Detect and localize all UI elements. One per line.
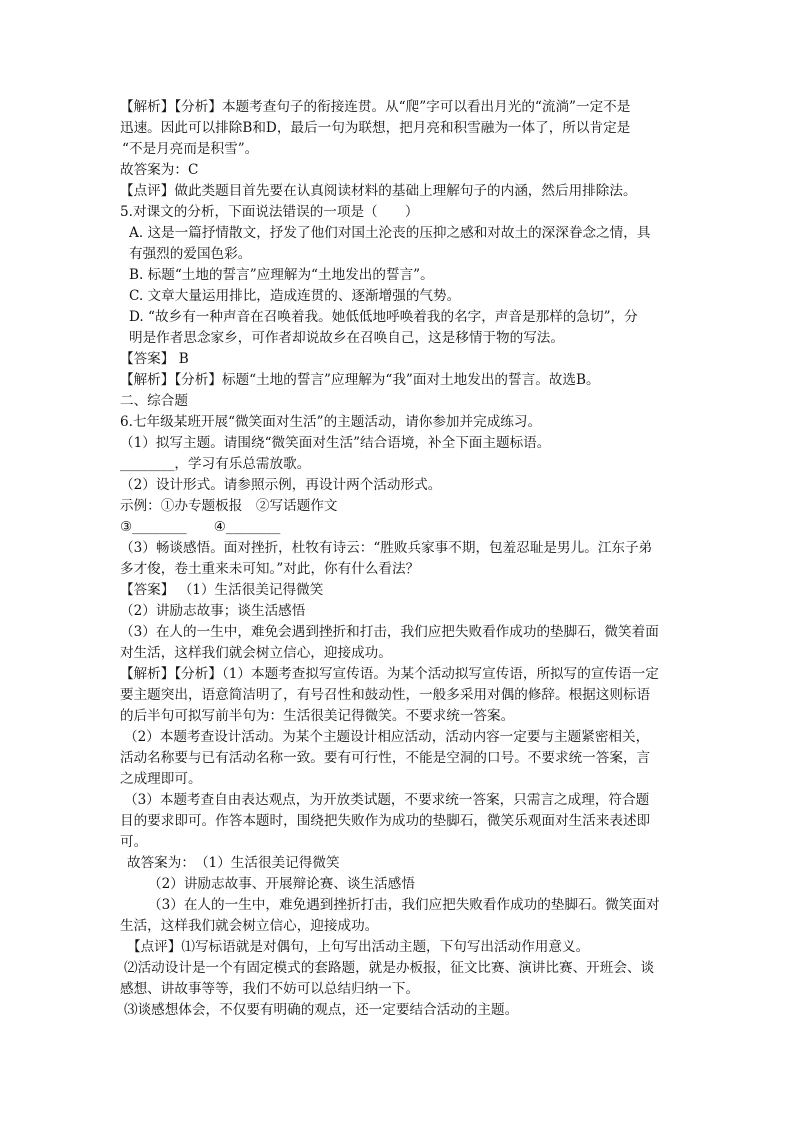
analysis-line: （2）本题考查设计活动。为某个主题设计相应活动，活动内容一定要与主题紧密相关， xyxy=(124,729,650,745)
option-b: B. 标题“土地的誓言”应理解为“土地发出的誓言”。 xyxy=(129,267,434,283)
analysis-line: 要主题突出，语意简洁明了，有号召性和鼓动性，一般多采用对偶的修辞。根据这则标语 xyxy=(120,687,651,703)
fill-blank-line: ________，学习有乐总需放歌。 xyxy=(120,456,311,472)
answer-line: 【答案】 B xyxy=(120,351,189,367)
subquestion-2: （2）设计形式。请参照示例，再设计两个活动形式。 xyxy=(120,477,442,493)
analysis-line: 的后半句可拟写前半句为：生活很美记得微笑。不要求统一答案。 xyxy=(120,708,515,724)
comment-line: 感想、讲故事等等，我们不妨可以总结归纳一下。 xyxy=(120,981,420,997)
final-answer-line: 故答案为： （1）生活很美记得微笑 xyxy=(127,855,340,871)
analysis-line: 可。 xyxy=(120,834,148,850)
answer-line: （3）在人的一生中，难免会遇到挫折和打击，我们应把失败看作成功的垫脚石，微笑着面 xyxy=(120,624,659,640)
fill-blank-line: ③________ ④________ xyxy=(120,519,281,535)
comment-line: 【点评】⑴写标语就是对偶句，上句写出活动主题，下句写出活动作用意义。 xyxy=(127,939,590,955)
final-answer-line: （2）讲励志故事、开展辩论赛、谈生活感悟 xyxy=(148,876,415,892)
comment-line: ⑵活动设计是一个有固定模式的套路题，就是办板报，征文比赛、演讲比赛、开班会、谈 xyxy=(124,960,655,976)
option-d-cont: 明是作者思念家乡，可作者却说故乡在召唤自己，这是移情于物的写法。 xyxy=(129,330,564,346)
comment-line: 【点评】做此类题目首先要在认真阅读材料的基础上理解句子的内涵，然后用排除法。 xyxy=(120,183,637,199)
question-6-stem: 6.七年级某班开展“微笑面对生活”的主题活动，请你参加并完成练习。 xyxy=(120,414,542,430)
analysis-line: 【解析】【分析】本题考查句子的衔接连贯。从“爬”字可以看出月光的“流淌”一定不是 xyxy=(120,99,631,115)
answer-line: 故答案为：C xyxy=(120,162,199,178)
analysis-line: 目的要求即可。作答本题时，围绕把失败作为成功的垫脚石，微笑乐观面对生活来表述即 xyxy=(120,813,651,829)
final-answer-line: 生活，这样我们就会树立信心，迎接成功。 xyxy=(120,918,379,934)
option-d: D. “故乡有一种声音在召唤着我。她低低地呼唤着我的名字，声音是那样的急切”，分 xyxy=(129,309,638,325)
analysis-line: （3）本题考查自由表达观点，为开放类试题，不要求统一答案，只需言之成理，符合题 xyxy=(124,792,650,808)
analysis-line: 迅速。因此可以排除B和D，最后一句为联想，把月亮和积雪融为一体了，所以肯定是 xyxy=(120,120,631,136)
section-heading: 二、综合题 xyxy=(120,393,188,409)
analysis-line: 【解析】【分析】标题“土地的誓言”应理解为“我”面对土地发出的誓言。故选B。 xyxy=(120,372,600,388)
answer-line: （2）讲励志故事；谈生活感悟 xyxy=(120,603,306,619)
answer-line: 对生活，这样我们就会树立信心，迎接成功。 xyxy=(120,645,392,661)
final-answer-line: （3）在人的一生中，难免遇到挫折打击，我们应把失败看作成功的垫脚石。微笑面对 xyxy=(148,897,660,913)
option-a: A. 这是一篇抒情散文，抒发了他们对国土沦丧的压抑之感和对故土的深深眷念之情，具 xyxy=(129,225,651,241)
subquestion-3: （3）畅谈感悟。面对挫折，杜牧有诗云：“胜败兵家事不期，包羞忍耻是男儿。江东子弟 xyxy=(120,540,653,556)
analysis-line: 活动名称要与已有活动名称一致。要有可行性，不能是空洞的口号。不要求统一答案，言 xyxy=(120,750,651,766)
subquestion-3-cont: 多才俊，卷土重来未可知。”对此，你有什么看法？ xyxy=(120,561,420,577)
analysis-line: “不是月亮而是积雪”。 xyxy=(122,141,259,157)
answer-line: 【答案】 （1）生活很美记得微笑 xyxy=(120,582,324,598)
option-a-cont: 有强烈的爱国色彩。 xyxy=(129,246,252,262)
example-line: 示例：①办专题板报 ②写话题作文 xyxy=(120,498,338,514)
subquestion-1: （1）拟写主题。请围绕“微笑面对生活”结合语境，补全下面主题标语。 xyxy=(120,435,551,451)
comment-line: ⑶谈感想体会，不仅要有明确的观点，还一定要结合活动的主题。 xyxy=(124,1002,519,1018)
option-c: C. 文章大量运用排比，造成连贯的、逐渐增强的气势。 xyxy=(129,288,461,304)
analysis-line: 之成理即可。 xyxy=(120,771,202,787)
analysis-line: 【解析】【分析】（1）本题考查拟写宣传语。为某个活动拟写宣传语，所拟写的宣传语一定 xyxy=(120,666,659,682)
question-5-stem: 5.对课文的分析，下面说法错误的一项是（ ） xyxy=(120,204,419,220)
